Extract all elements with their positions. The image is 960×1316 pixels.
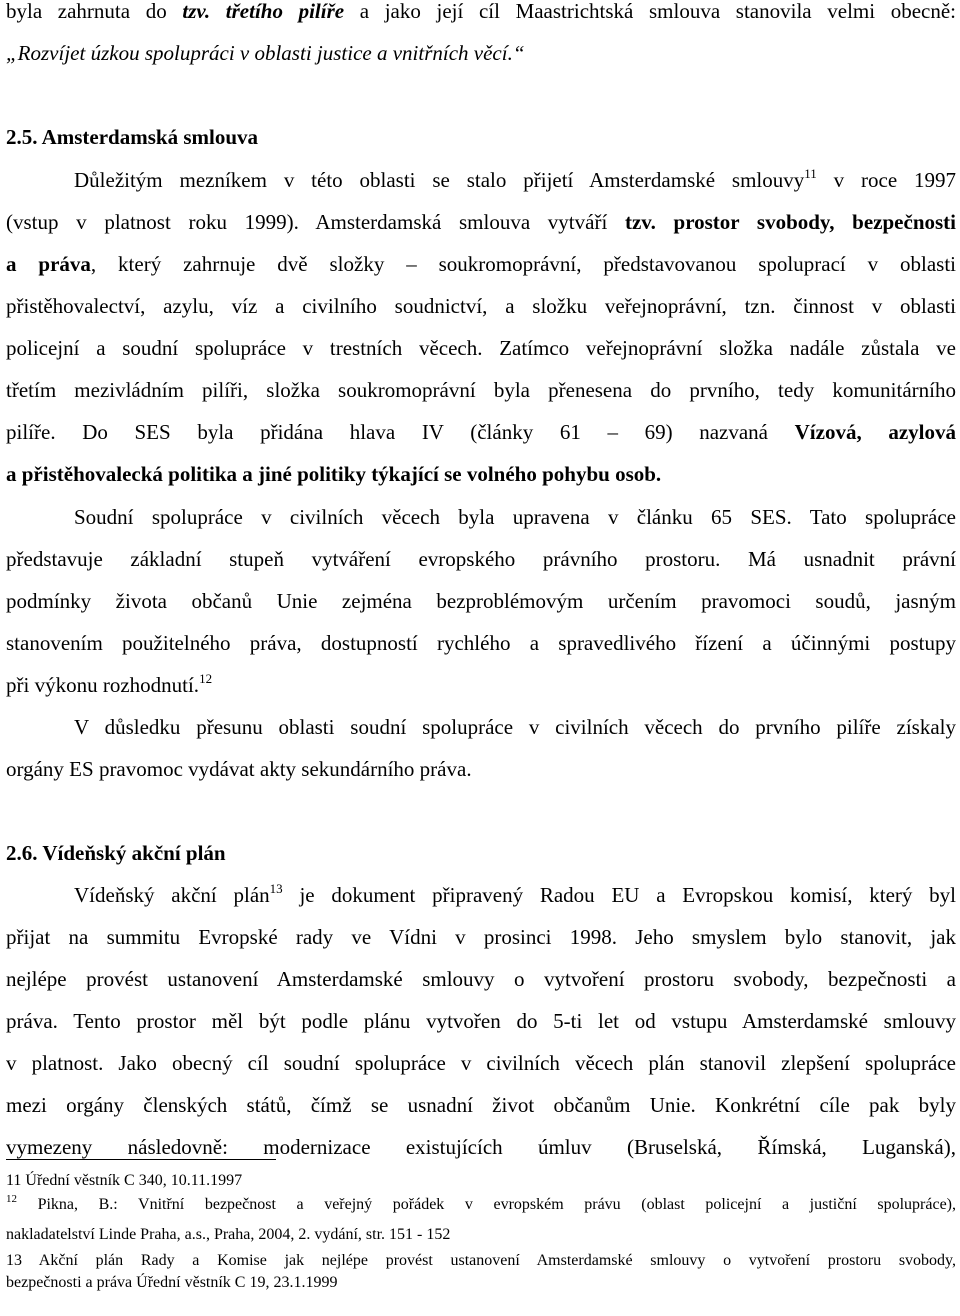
section-heading-2-5: 2.5. Amsterdamská smlouva <box>6 125 259 149</box>
footnote-13-line: bezpečnosti a práva Úřední věstník C 19, 23.1.1999 <box>6 1274 338 1291</box>
bold-span: tzv. prostor svobody, bezpečnosti <box>624 210 956 234</box>
text-span: v roce 1997 <box>816 168 956 192</box>
text-line <box>6 250 956 278</box>
text-span: byla zahrnuta do <box>6 0 183 23</box>
quote-line: „Rozvíjet úzkou spolupráci v oblasti justice a vnitřních věcí.“ <box>6 41 525 65</box>
footnote-12-line <box>6 1195 956 1215</box>
text-span: je dokument připravený Radou EU a Evropskou komisí, který byl <box>282 883 957 907</box>
footnote-12-line: nakladatelství Linde Praha, a.s., Praha, 2004, 2. vydání, str. 151 - 152 <box>6 1226 451 1243</box>
footnote-11: 11 Úřední věstník C 340, 10.11.1997 <box>6 1172 243 1189</box>
text-line <box>6 671 956 699</box>
text-span: , který zahrnuje dvě složky – soukromoprávní, představovanou spoluprací v oblasti <box>90 252 957 276</box>
text-span: a jako její cíl Maastrichtská smlouva stanovila velmi obecně: <box>344 0 957 23</box>
text-span: při výkonu rozhodnutí. <box>6 673 200 697</box>
emphasis-span: tzv. třetího pilíře <box>182 0 345 23</box>
footnote-ref-11[interactable]: 11 <box>804 166 817 181</box>
footnote-separator <box>6 1159 276 1160</box>
text-line: stanovením použitelného práva, dostupností rychlého a spravedlivého řízení a účinnými postupy <box>6 631 956 655</box>
text-line: Soudní spolupráce v civilních věcech byla upravena v článku 65 SES. Tato spolupráce <box>74 505 956 529</box>
text-line: mezi orgány členských států, čímž se usnadní život občanům Unie. Konkrétní cíle pak byly <box>6 1093 956 1117</box>
text-line: přistěhovalectví, azylu, víz a civilního soudnictví, a složku veřejnoprávní, tzn. činnost v oblasti <box>6 294 956 318</box>
text-line: podmínky života občanů Unie zejména bezproblémovým určením pravomoci soudů, jasným <box>6 589 956 613</box>
text-line: vymezeny následovně: modernizace existujících úmluv (Bruselská, Římská, Luganská), <box>6 1135 956 1159</box>
text-line <box>74 166 956 194</box>
text-line <box>6 208 956 236</box>
footnote-13-line: 13 Akční plán Rady a Komise jak nejlépe provést ustanovení Amsterdamské smlouvy o vytvoření prostoru svobody, <box>6 1252 956 1269</box>
bold-span: a práva <box>6 252 91 276</box>
text-span: pilíře. Do SES byla přidána hlava IV (články 61 – 69) nazvaná <box>6 420 795 444</box>
text-line: orgány ES pravomoc vydávat akty sekundárního práva. <box>6 757 472 781</box>
text-line: a přistěhovalecká politika a jiné politiky týkající se volného pohybu osob. <box>6 462 662 486</box>
section-heading-2-6: 2.6. Vídeňský akční plán <box>6 841 226 865</box>
footnote-number: 12 <box>6 1193 17 1205</box>
bold-span: Vízová, azylová <box>794 420 956 444</box>
text-line: v platnost. Jako obecný cíl soudní spolupráce v civilních věcech plán stanovil zlepšení spolupráce <box>6 1051 956 1075</box>
text-span: Vídeňský akční plán <box>74 883 270 907</box>
text-line: nejlépe provést ustanovení Amsterdamské smlouvy o vytvoření prostoru svobody, bezpečnosti a <box>6 967 956 991</box>
text-line: představuje základní stupeň vytváření evropského právního prostoru. Má usnadnit právní <box>6 547 956 571</box>
text-line: práva. Tento prostor měl být podle plánu vytvořen do 5-ti let od vstupu Amsterdamské smlouvy <box>6 1009 956 1033</box>
footnote-ref-13[interactable]: 13 <box>269 881 283 896</box>
text-span: Pikna, B.: Vnitřní bezpečnost a veřejný pořádek v evropském právu (oblast policejní a justiční spolupráce), <box>17 1196 956 1213</box>
text-line <box>74 881 956 909</box>
text-span: (vstup v platnost roku 1999). Amsterdamská smlouva vytváří <box>6 210 625 234</box>
text-line <box>6 0 956 25</box>
text-line <box>6 418 956 446</box>
text-line: třetím mezivládním pilíři, složka soukromoprávní byla přenesena do prvního, tedy komunitárního <box>6 378 956 402</box>
text-line: policejní a soudní spolupráce v trestních věcech. Zatímco veřejnoprávní složka nadále zůstala ve <box>6 336 956 360</box>
footnote-ref-12[interactable]: 12 <box>199 671 213 686</box>
text-line: V důsledku přesunu oblasti soudní spolupráce v civilních věcech do prvního pilíře získaly <box>74 715 956 739</box>
text-span: Důležitým mezníkem v této oblasti se stalo přijetí Amsterdamské smlouvy <box>74 168 805 192</box>
text-line: přijat na summitu Evropské rady ve Vídni v prosinci 1998. Jeho smyslem bylo stanovit, jak <box>6 925 956 949</box>
